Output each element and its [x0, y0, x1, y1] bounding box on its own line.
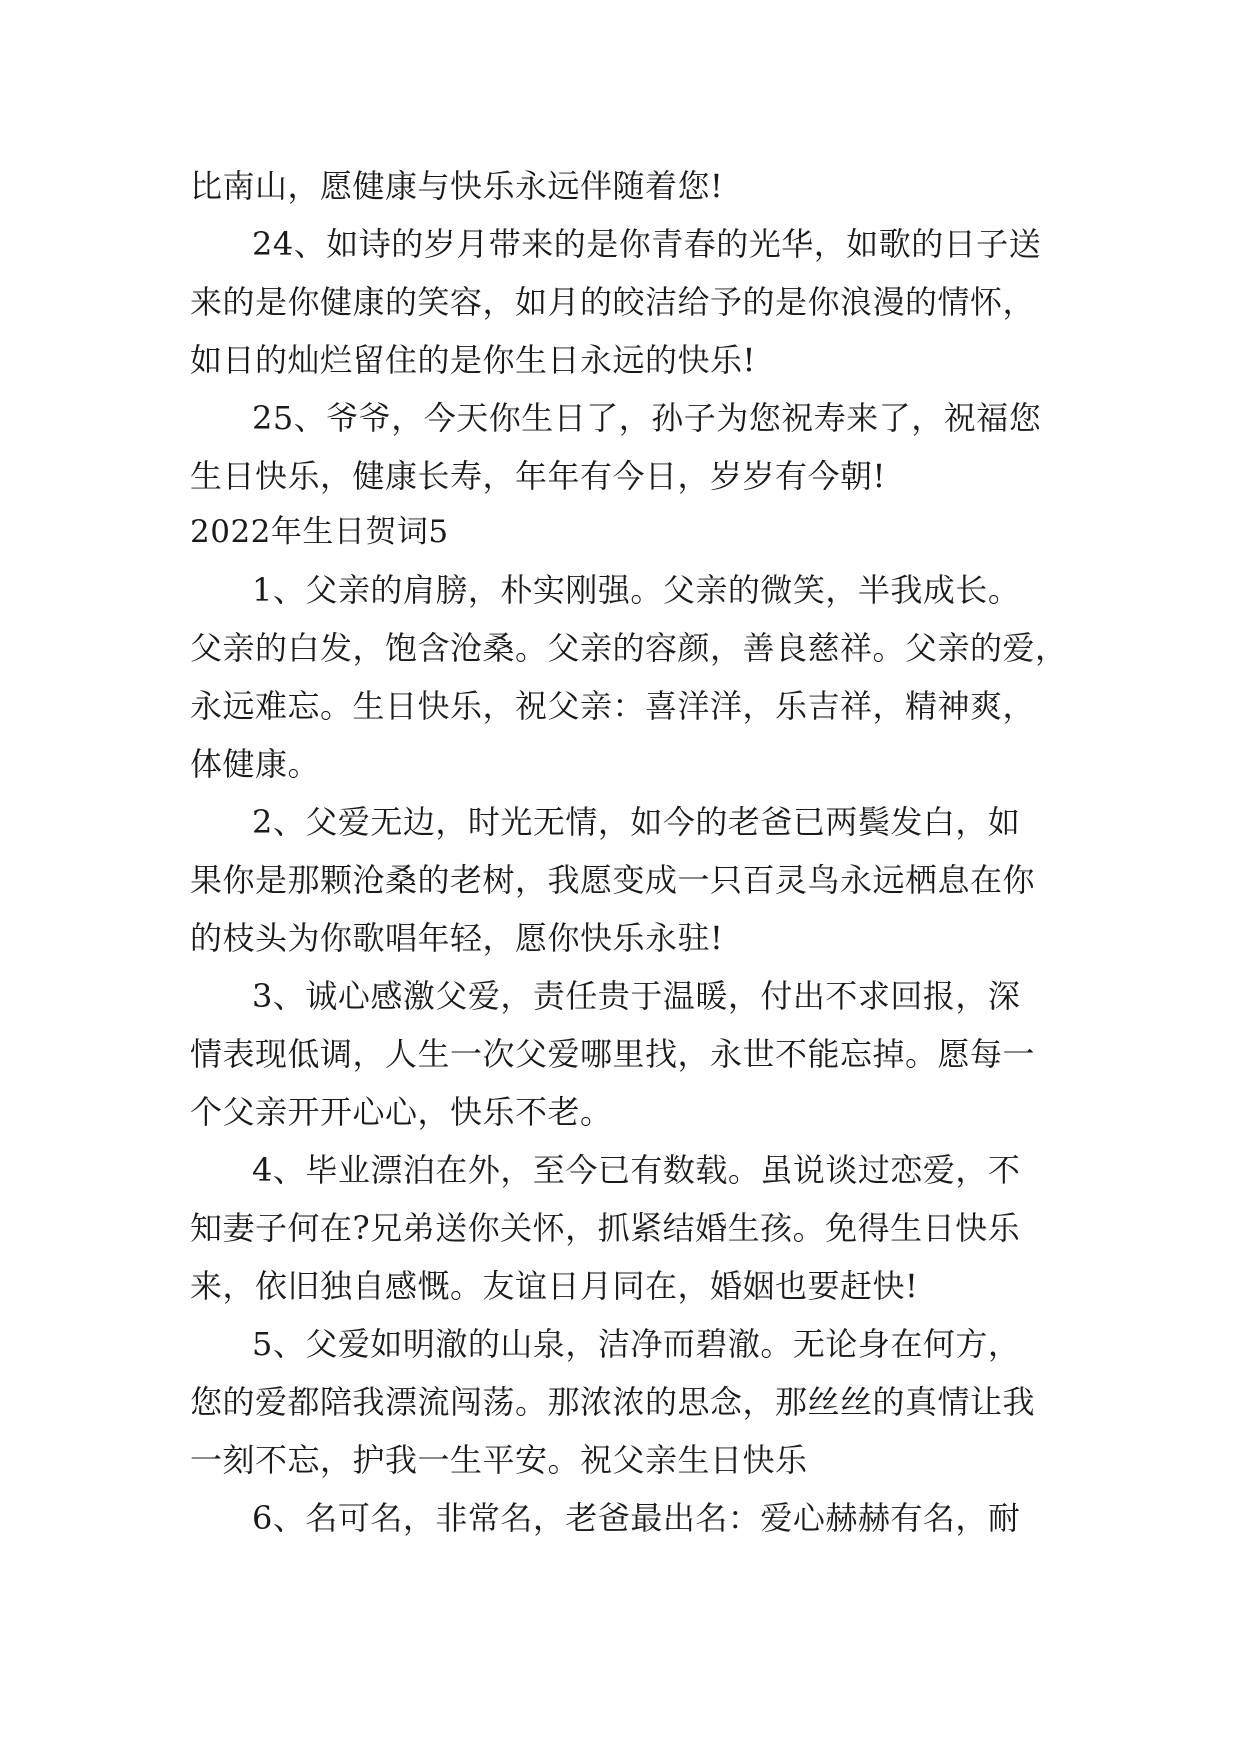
text-line: 父亲的白发，饱含沧桑。父亲的容颜，善良慈祥。父亲的爱， — [190, 629, 1068, 667]
text-line: 比南山，愿健康与快乐永远伴随着您! — [190, 167, 724, 205]
text-line: 知妻子何在?兄弟送你关怀，抓紧结婚生孩。免得生日快乐 — [190, 1209, 1021, 1247]
text-line: 生日快乐，健康长寿，年年有今日，岁岁有今朝! — [190, 457, 886, 495]
text-line: 4、毕业漂泊在外，至今已有数载。虽说谈过恋爱，不 — [252, 1151, 1021, 1189]
text-line: 情表现低调，人生一次父爱哪里找，永世不能忘掉。愿每一 — [190, 1035, 1036, 1073]
text-line: 您的爱都陪我漂流闯荡。那浓浓的思念，那丝丝的真情让我 — [190, 1383, 1036, 1421]
text-line: 来的是你健康的笑容，如月的皎洁给予的是你浪漫的情怀， — [190, 283, 1036, 321]
text-line: 个父亲开开心心，快乐不老。 — [190, 1093, 613, 1131]
text-line: 24、如诗的岁月带来的是你青春的光华，如歌的日子送 — [252, 225, 1042, 263]
text-line: 如日的灿烂留住的是你生日永远的快乐! — [190, 341, 756, 379]
text-line: 来，依旧独自感慨。友谊日月同在，婚姻也要赶快! — [190, 1267, 919, 1305]
text-line: 2、父爱无边，时光无情，如今的老爸已两鬓发白，如 — [252, 803, 1021, 841]
section-heading: 2022年生日贺词5 — [190, 514, 449, 550]
text-line: 的枝头为你歌唱年轻，愿你快乐永驻! — [190, 919, 724, 957]
text-line: 体健康。 — [190, 745, 321, 783]
text-line: 3、诚心感激父爱，责任贵于温暖，付出不求回报，深 — [252, 977, 1021, 1015]
text-line: 永远难忘。生日快乐，祝父亲：喜洋洋，乐吉祥，精神爽， — [190, 687, 1036, 725]
text-line: 6、名可名，非常名，老爸最出名：爱心赫赫有名，耐 — [252, 1499, 1021, 1537]
text-line: 1、父亲的肩膀，朴实刚强。父亲的微笑，半我成长。 — [252, 571, 1021, 609]
text-line: 5、父爱如明澈的山泉，洁净而碧澈。无论身在何方， — [252, 1325, 1021, 1363]
text-line: 25、爷爷，今天你生日了，孙子为您祝寿来了，祝福您 — [252, 399, 1042, 437]
text-line: 一刻不忘，护我一生平安。祝父亲生日快乐 — [190, 1441, 808, 1479]
text-line: 果你是那颗沧桑的老树，我愿变成一只百灵鸟永远栖息在你 — [190, 861, 1036, 899]
